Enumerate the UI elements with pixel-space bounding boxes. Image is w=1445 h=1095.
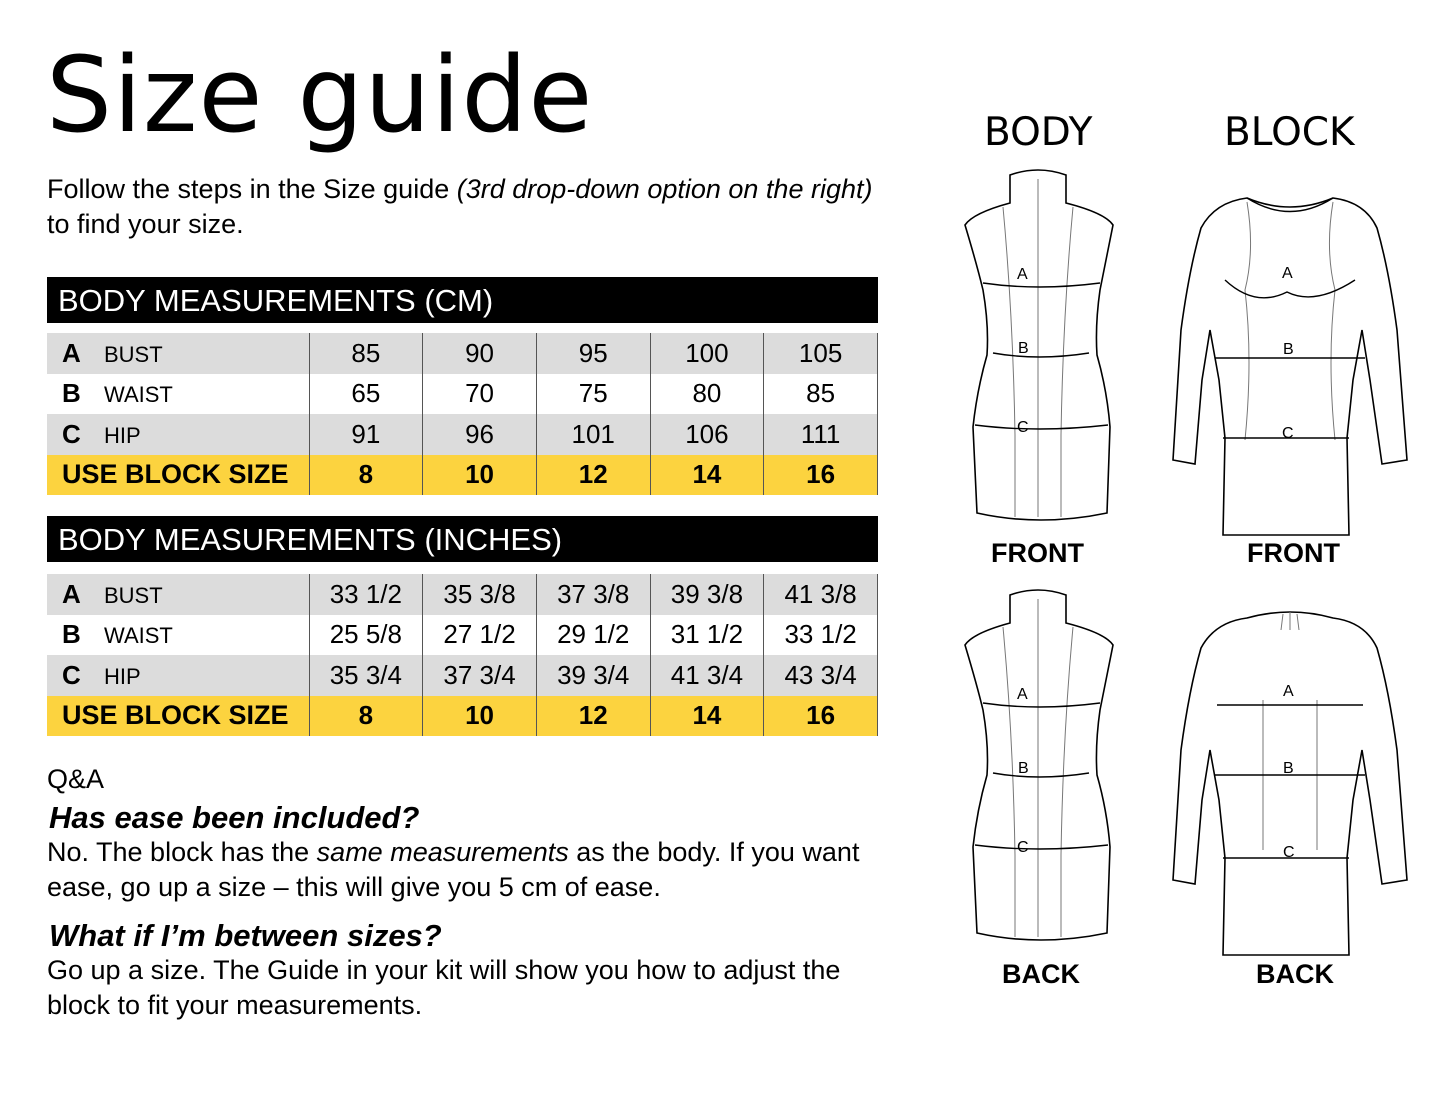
block-size-cell: 12 xyxy=(536,455,650,496)
table-cell: 35 3/4 xyxy=(309,655,423,696)
block-size-cell: 10 xyxy=(423,455,537,496)
table-cell: 80 xyxy=(650,374,764,415)
table-cell: 90 xyxy=(423,333,537,374)
qa-answer-2: Go up a size. The Guide in your kit will show you how to adjust the block to fit your measurements. xyxy=(47,955,841,1020)
body-back-label: BACK xyxy=(1002,959,1080,989)
table-cell: 100 xyxy=(650,333,764,374)
block-heading: BLOCK xyxy=(1224,110,1355,155)
table-cell: 95 xyxy=(536,333,650,374)
page-title: Size guide xyxy=(46,34,594,156)
block-size-cell: 10 xyxy=(423,696,537,737)
table-cell: 35 3/8 xyxy=(423,574,537,615)
row-name: BUST xyxy=(104,341,163,367)
line-a-label: A xyxy=(1017,266,1028,283)
table-cell: 39 3/8 xyxy=(650,574,764,615)
qa-answer-1-end: as the body. If you want ease, go up a size – this will give you 5 cm of ease. xyxy=(47,837,860,902)
row-letter: A xyxy=(62,578,81,609)
line-b-label: B xyxy=(1018,340,1029,357)
table-cell: 85 xyxy=(764,374,878,415)
table-row xyxy=(47,574,878,615)
row-name: HIP xyxy=(104,663,141,689)
table-row xyxy=(47,615,878,656)
table-cell: 70 xyxy=(423,374,537,415)
inches-table-heading: BODY MEASUREMENTS (INCHES) xyxy=(47,516,878,562)
intro-text-start: Follow the steps in the Size guide xyxy=(47,174,457,204)
table-cell: 33 1/2 xyxy=(764,615,878,656)
row-letter: B xyxy=(62,378,81,409)
line-a-label: A xyxy=(1283,683,1294,700)
line-c-label: C xyxy=(1017,839,1029,856)
block-size-cell: 8 xyxy=(309,696,423,737)
table-cell: 37 3/4 xyxy=(423,655,537,696)
block-size-label: USE BLOCK SIZE xyxy=(62,700,289,731)
block-size-cell: 16 xyxy=(764,455,878,496)
qa-answer-1-start: No. The block has the xyxy=(47,837,317,867)
body-heading: BODY xyxy=(984,110,1093,155)
block-size-cell: 8 xyxy=(309,455,423,496)
table-cell: 37 3/8 xyxy=(536,574,650,615)
qa-question-1: Has ease been included? xyxy=(49,800,420,835)
row-name: WAIST xyxy=(104,623,173,649)
body-front-label: FRONT xyxy=(991,538,1084,568)
row-name: WAIST xyxy=(104,382,173,408)
block-back-figure xyxy=(1165,600,1415,960)
table-cell: 105 xyxy=(764,333,878,374)
intro-text-italic: (3rd drop-down option on the right) xyxy=(456,174,873,204)
block-size-cell: 14 xyxy=(650,455,764,496)
table-cell: 41 3/4 xyxy=(650,655,764,696)
row-letter: C xyxy=(62,659,81,690)
block-front-label: FRONT xyxy=(1247,538,1340,568)
block-size-cell: 16 xyxy=(764,696,878,737)
table-cell: 29 1/2 xyxy=(536,615,650,656)
qa-answer-1-italic: same measurements xyxy=(316,837,569,867)
table-cell: 65 xyxy=(309,374,423,415)
table-row xyxy=(47,655,878,696)
table-cell: 25 5/8 xyxy=(309,615,423,656)
table-row xyxy=(47,414,878,455)
table-cell: 85 xyxy=(309,333,423,374)
block-size-cell: 14 xyxy=(650,696,764,737)
line-c-label: C xyxy=(1017,419,1029,436)
table-cell: 91 xyxy=(309,414,423,455)
table-cell: 39 3/4 xyxy=(536,655,650,696)
line-c-label: C xyxy=(1282,425,1294,442)
row-name: BUST xyxy=(104,582,163,608)
cm-table-heading: BODY MEASUREMENTS (CM) xyxy=(47,277,878,323)
qa-heading: Q&A xyxy=(47,764,105,794)
body-back-figure xyxy=(955,585,1125,945)
row-letter: B xyxy=(62,619,81,650)
table-cell: 33 1/2 xyxy=(309,574,423,615)
line-a-label: A xyxy=(1282,265,1293,282)
table-cell: 96 xyxy=(423,414,537,455)
block-size-cell: 12 xyxy=(536,696,650,737)
table-cell: 101 xyxy=(536,414,650,455)
row-name: HIP xyxy=(104,422,141,448)
table-cell: 111 xyxy=(764,414,878,455)
line-c-label: C xyxy=(1283,844,1295,861)
line-b-label: B xyxy=(1283,760,1294,777)
block-size-row xyxy=(47,696,878,737)
table-cell: 43 3/4 xyxy=(764,655,878,696)
cm-measurements-table xyxy=(47,333,878,495)
table-row xyxy=(47,333,878,374)
block-size-row xyxy=(47,455,878,496)
line-b-label: B xyxy=(1283,341,1294,358)
row-letter: C xyxy=(62,418,81,449)
block-size-label: USE BLOCK SIZE xyxy=(62,459,289,490)
qa-question-2: What if I’m between sizes? xyxy=(49,918,442,953)
line-b-label: B xyxy=(1018,760,1029,777)
table-cell: 41 3/8 xyxy=(764,574,878,615)
table-cell: 31 1/2 xyxy=(650,615,764,656)
intro-text-end: to find your size. xyxy=(47,209,244,239)
line-a-label: A xyxy=(1017,686,1028,703)
table-cell: 27 1/2 xyxy=(423,615,537,656)
block-front-figure xyxy=(1165,180,1415,540)
row-letter: A xyxy=(62,337,81,368)
body-front-figure xyxy=(955,165,1125,525)
inches-measurements-table xyxy=(47,574,878,736)
block-back-label: BACK xyxy=(1256,959,1334,989)
table-cell: 75 xyxy=(536,374,650,415)
table-row xyxy=(47,374,878,415)
intro-text xyxy=(47,172,897,242)
qa-answer-1 xyxy=(47,835,897,905)
table-cell: 106 xyxy=(650,414,764,455)
